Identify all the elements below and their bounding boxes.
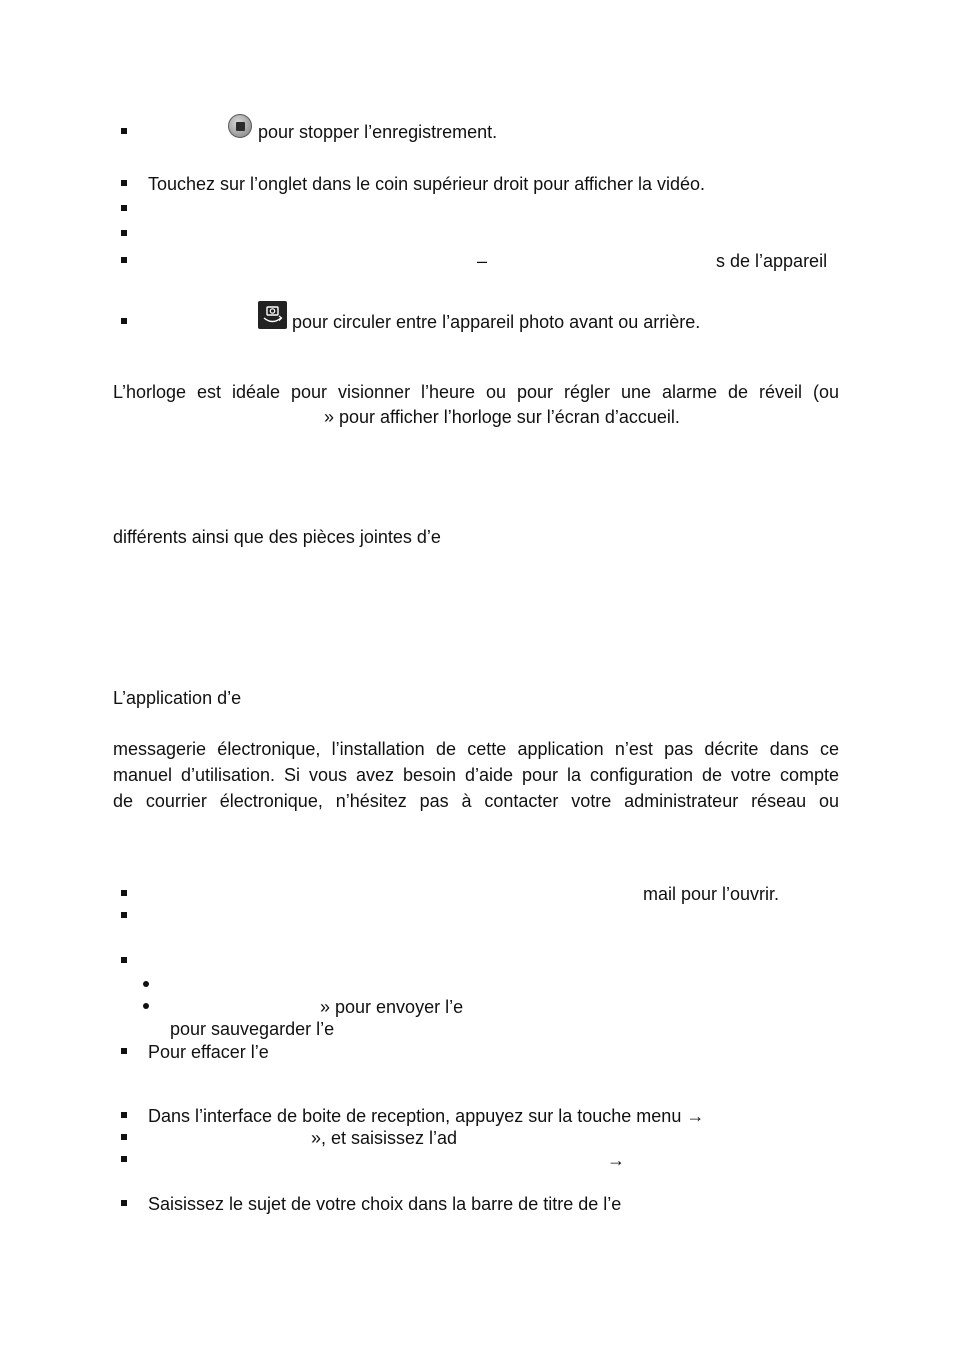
clock-paragraph-line-1: L’horloge est idéale pour visionner l’heure ou pour régler une alarme de réveil (ou: [113, 382, 839, 402]
email-paragraph-line-2: manuel d’utilisation. Si vous avez besoin d’aide pour la configuration de votre compte: [113, 765, 839, 785]
bullet: [121, 912, 127, 918]
email-app-line: L’application d’e: [113, 688, 242, 708]
save-line: pour sauvegarder l’e: [170, 1019, 335, 1039]
email-paragraph-line-1: messagerie électronique, l’installation de cette application n’est pas décrite dans ce: [113, 739, 839, 759]
enter-address-line: », et saisissez l’ad: [311, 1128, 458, 1148]
bullet: [121, 205, 127, 211]
open-mail-fragment: mail pour l’ouvrir.: [643, 884, 780, 904]
bullet: [121, 1134, 127, 1140]
bullet: [121, 890, 127, 896]
bullet: [121, 957, 127, 963]
bullet: [121, 1112, 127, 1118]
bullet: [121, 230, 127, 236]
switch-camera-icon: [258, 301, 287, 329]
bullet: [121, 257, 127, 263]
bullet: [121, 1200, 127, 1206]
bullet: [121, 318, 127, 324]
device-fragment: s de l’appareil: [716, 251, 828, 271]
switch-camera-line: pour circuler entre l’appareil photo avant ou arrière.: [292, 312, 701, 332]
stop-record-icon: [228, 114, 252, 138]
bullet: [121, 1156, 127, 1162]
sub-bullet: [143, 1003, 149, 1009]
view-video-line: Touchez sur l’onglet dans le coin supérieur droit pour afficher la vidéo.: [148, 174, 705, 194]
clock-paragraph-line-2: » pour afficher l’horloge sur l’écran d’accueil.: [324, 407, 680, 427]
attachments-line: différents ainsi que des pièces jointes d’e: [113, 527, 441, 547]
arrow-icon: →: [607, 1150, 625, 1170]
subject-line: Saisissez le sujet de votre choix dans la barre de titre de l’e: [148, 1194, 622, 1214]
send-fragment: » pour envoyer l’e: [320, 997, 464, 1017]
sub-bullet: [143, 981, 149, 987]
inbox-menu-line: Dans l’interface de boite de reception, appuyez sur la touche menu →: [148, 1106, 705, 1126]
delete-line: Pour effacer l’e: [148, 1042, 269, 1062]
bullet: [121, 1048, 127, 1054]
email-paragraph-line-3: de courrier électronique, n’hésitez pas à contacter votre administrateur réseau ou: [113, 791, 839, 811]
bullet: [121, 180, 127, 186]
bullet: [121, 128, 127, 134]
stop-line: pour stopper l’enregistrement.: [258, 122, 498, 142]
dash: –: [477, 251, 488, 271]
